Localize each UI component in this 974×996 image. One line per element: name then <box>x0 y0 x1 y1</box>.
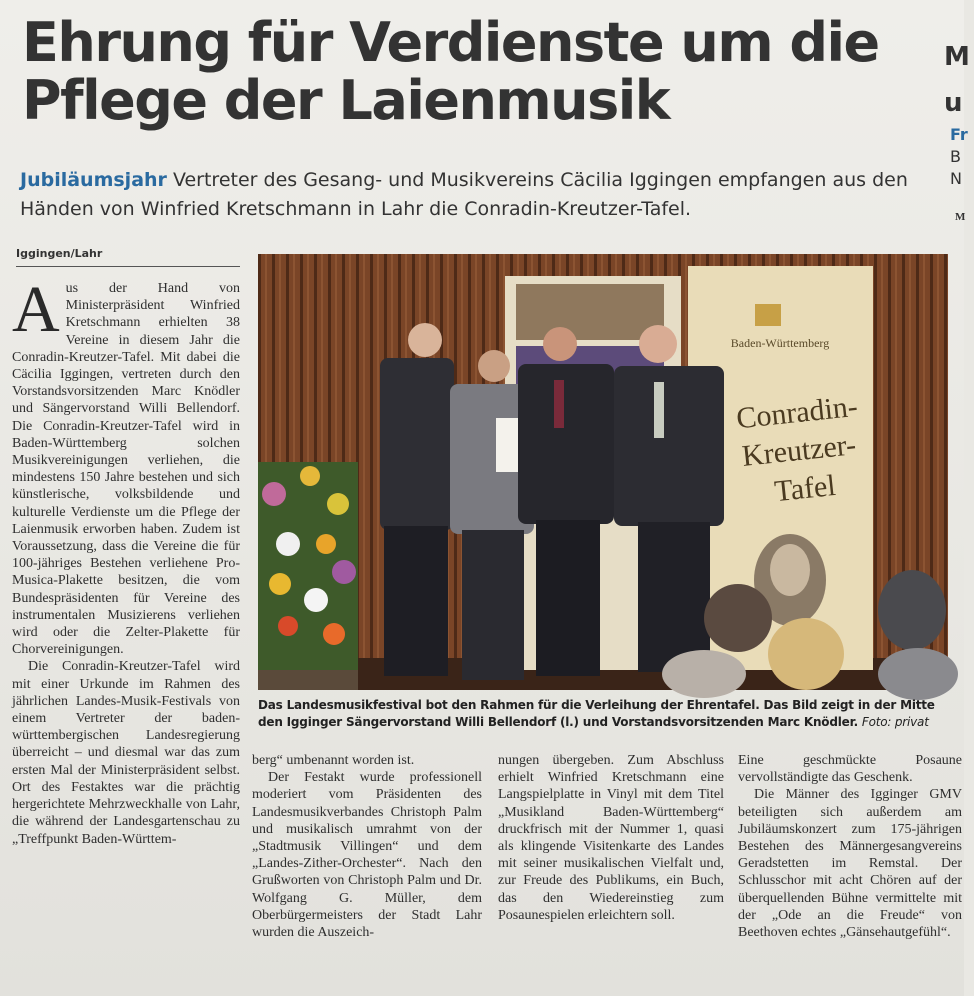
adjacent-subhead-letter-2: N <box>950 169 962 188</box>
text-column-3 <box>498 752 724 982</box>
banner-title-line-3: Tafel <box>772 468 838 509</box>
paragraph: Die Männer des Igginger GMV beteiligten sich außerdem am Jubiläumskonzert zum 175-jährigen Bestehen des Männergesangvereins Geradstetten im Remstal. Der Schlusschor mit acht Chören auf der überquellenden Bühne vermittelte mit der „Ode an die Freude“ von Beethoven echtes „Gänsehautgefühl“. <box>738 787 962 941</box>
paragraph: Die Conradin-Kreutzer-Tafel wird mit einer Urkunde im Rahmen des jährlichen Landes-Musik-Festivals von einem Vertreter der baden-württembergischen Landesregierung überreicht – und diesmal war das zum ersten Mal der Ministerpräsident selbst. Ort des Festaktes war die prächtig hergerichtete Mehrzweckhalle von Lahr, die während der Landesgartenschau zu „Treffpunkt Baden-Württem- <box>12 659 240 847</box>
adjacent-headline-letter-2: u <box>944 88 963 118</box>
subheadline <box>20 166 940 224</box>
paragraph: Eine geschmückte Posaune vervollständigte das Geschenk. <box>738 753 962 786</box>
flower-arrangement <box>258 462 358 690</box>
article-photo <box>258 254 948 690</box>
dateline-rule <box>16 266 240 267</box>
photo-caption <box>258 697 958 731</box>
drop-cap: A <box>12 273 60 346</box>
caption-text: Das Landesmusikfestival bot den Rahmen für die Verleihung der Ehrentafel. Das Bild zeigt in der Mitte den Igginger Sängervorstand Willi Bellendorf (l.) und Vorstandsvorsitzenden Marc Knödler. <box>258 698 935 729</box>
adjacent-kicker: Fr <box>950 125 968 144</box>
adjacent-article-headline <box>944 34 974 126</box>
adjacent-text-letter: M <box>955 211 966 223</box>
paragraph: nungen übergeben. Zum Abschluss erhielt Winfried Kretschmann eine Langspielplatte in Vinyl mit dem Titel „Musikland Baden-Württemberg“ druckfrisch mit der Nummer 1, quasi als klingende Visitenkarte des Landes mit seiner musikalischen Vielfalt und, zur Freude des Publikums, ein Buch, das den Wiedereinstieg zum Posaunespielen erleichtern soll. <box>498 753 724 923</box>
text-column-1 <box>12 273 240 980</box>
subhead-text: Vertreter des Gesang- und Musikvereins Cäcilia Iggingen empfangen aus den Händen von Winfried Kretschmann in Lahr die Conradin-Kreutzer-Tafel. <box>20 169 908 220</box>
banner-title-line-1: Conradin- <box>734 389 860 436</box>
paragraph: us der Hand von Ministerpräsident Winfried Kretschmann erhielten 38 Vereine in diesem Jahr die Conradin-Kreutzer-Tafel. Mit dabei die Cäcilia Iggingen, vertreten durch den Vorstandsvorsitzenden Marc Knödler und Sängervorstand Willi Bellendorf. Die Conradin-Kreutzer-Tafel wird in Baden-Württemberg solchen Musikvereinigungen verliehen, die mindestens 150 Jahre bestehen und sich künstlerische, volksbildende und kulturelle Verdienste um die Pflege der Laienmusik erworben haben. Zudem ist Voraussetzung, dass die Vereine die für 100-jähriges Bestehen verliehene Pro-Musica-Plakette besitzen, die vom Bundespräsidenten für Vereine des instrumentalen Musizierens verliehen wird oder die Zelter-Plakette für Chorvereinigungen. <box>12 281 240 658</box>
headline-line-2: Pflege der Laienmusik <box>22 69 670 132</box>
award-ceremony-photo <box>258 254 948 690</box>
kicker: Jubiläumsjahr <box>20 169 167 191</box>
headline-line-1: Ehrung für Verdienste um die <box>22 11 879 74</box>
adjacent-subhead-letter-1: B <box>950 147 961 166</box>
paragraph: berg“ umbenannt worden ist. <box>252 753 415 768</box>
headline <box>22 11 922 132</box>
adjacent-article-text <box>955 210 967 224</box>
adjacent-article-subhead <box>950 124 970 190</box>
photo-credit: Foto: privat <box>861 715 929 729</box>
banner-state-text: Baden-Württemberg <box>730 336 830 350</box>
person-1 <box>380 323 454 676</box>
adjacent-headline-letter-1: M <box>944 42 970 72</box>
paragraph: Der Festakt wurde professionell moderiert vom Präsidenten des Landesmusikverbandes Christoph Palm und musikalisch umrahmt von der „Stadtmusik Villingen“ und dem „Landes-Zither-Orchester“. Nach den Grußworten von Christoph Palm und Dr. Wolfgang G. Müller, dem Oberbürgermeisters der Stadt Lahr wurden die Auszeich- <box>252 770 482 941</box>
banner-title-line-2: Kreutzer- <box>740 428 858 473</box>
dateline: Iggingen/Lahr <box>16 247 103 260</box>
text-column-4 <box>738 752 962 982</box>
text-column-2 <box>252 752 482 982</box>
